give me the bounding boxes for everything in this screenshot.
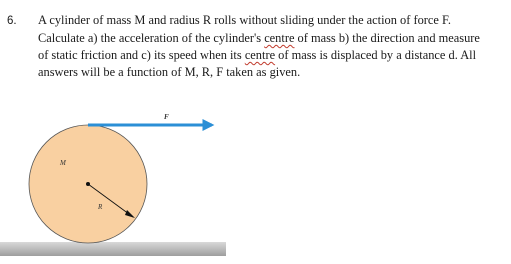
question-line-1-text: A cylinder of mass M and radius R rolls without sliding under the action of force F. xyxy=(38,13,451,27)
question-line-3-start: of static friction and c) its speed when its xyxy=(38,48,245,62)
question-line-2-start: Calculate a) the acceleration of the cylinder's xyxy=(38,31,265,45)
question-line-2-end: of mass b) the direction and measure xyxy=(294,31,480,45)
mass-label: M xyxy=(60,159,66,167)
question-line-3-end: of mass is displaced by a distance d. All xyxy=(275,48,477,62)
force-label: F xyxy=(164,113,169,121)
question-line-4: answers will be a function of M, R, F taken as given. xyxy=(38,65,301,79)
ground-surface xyxy=(0,242,226,256)
spellcheck-flagged-word: centre xyxy=(264,31,295,45)
question-number: 6. xyxy=(7,15,17,27)
radius-label: R xyxy=(98,203,103,211)
spellcheck-flagged-word: centre xyxy=(244,48,276,62)
